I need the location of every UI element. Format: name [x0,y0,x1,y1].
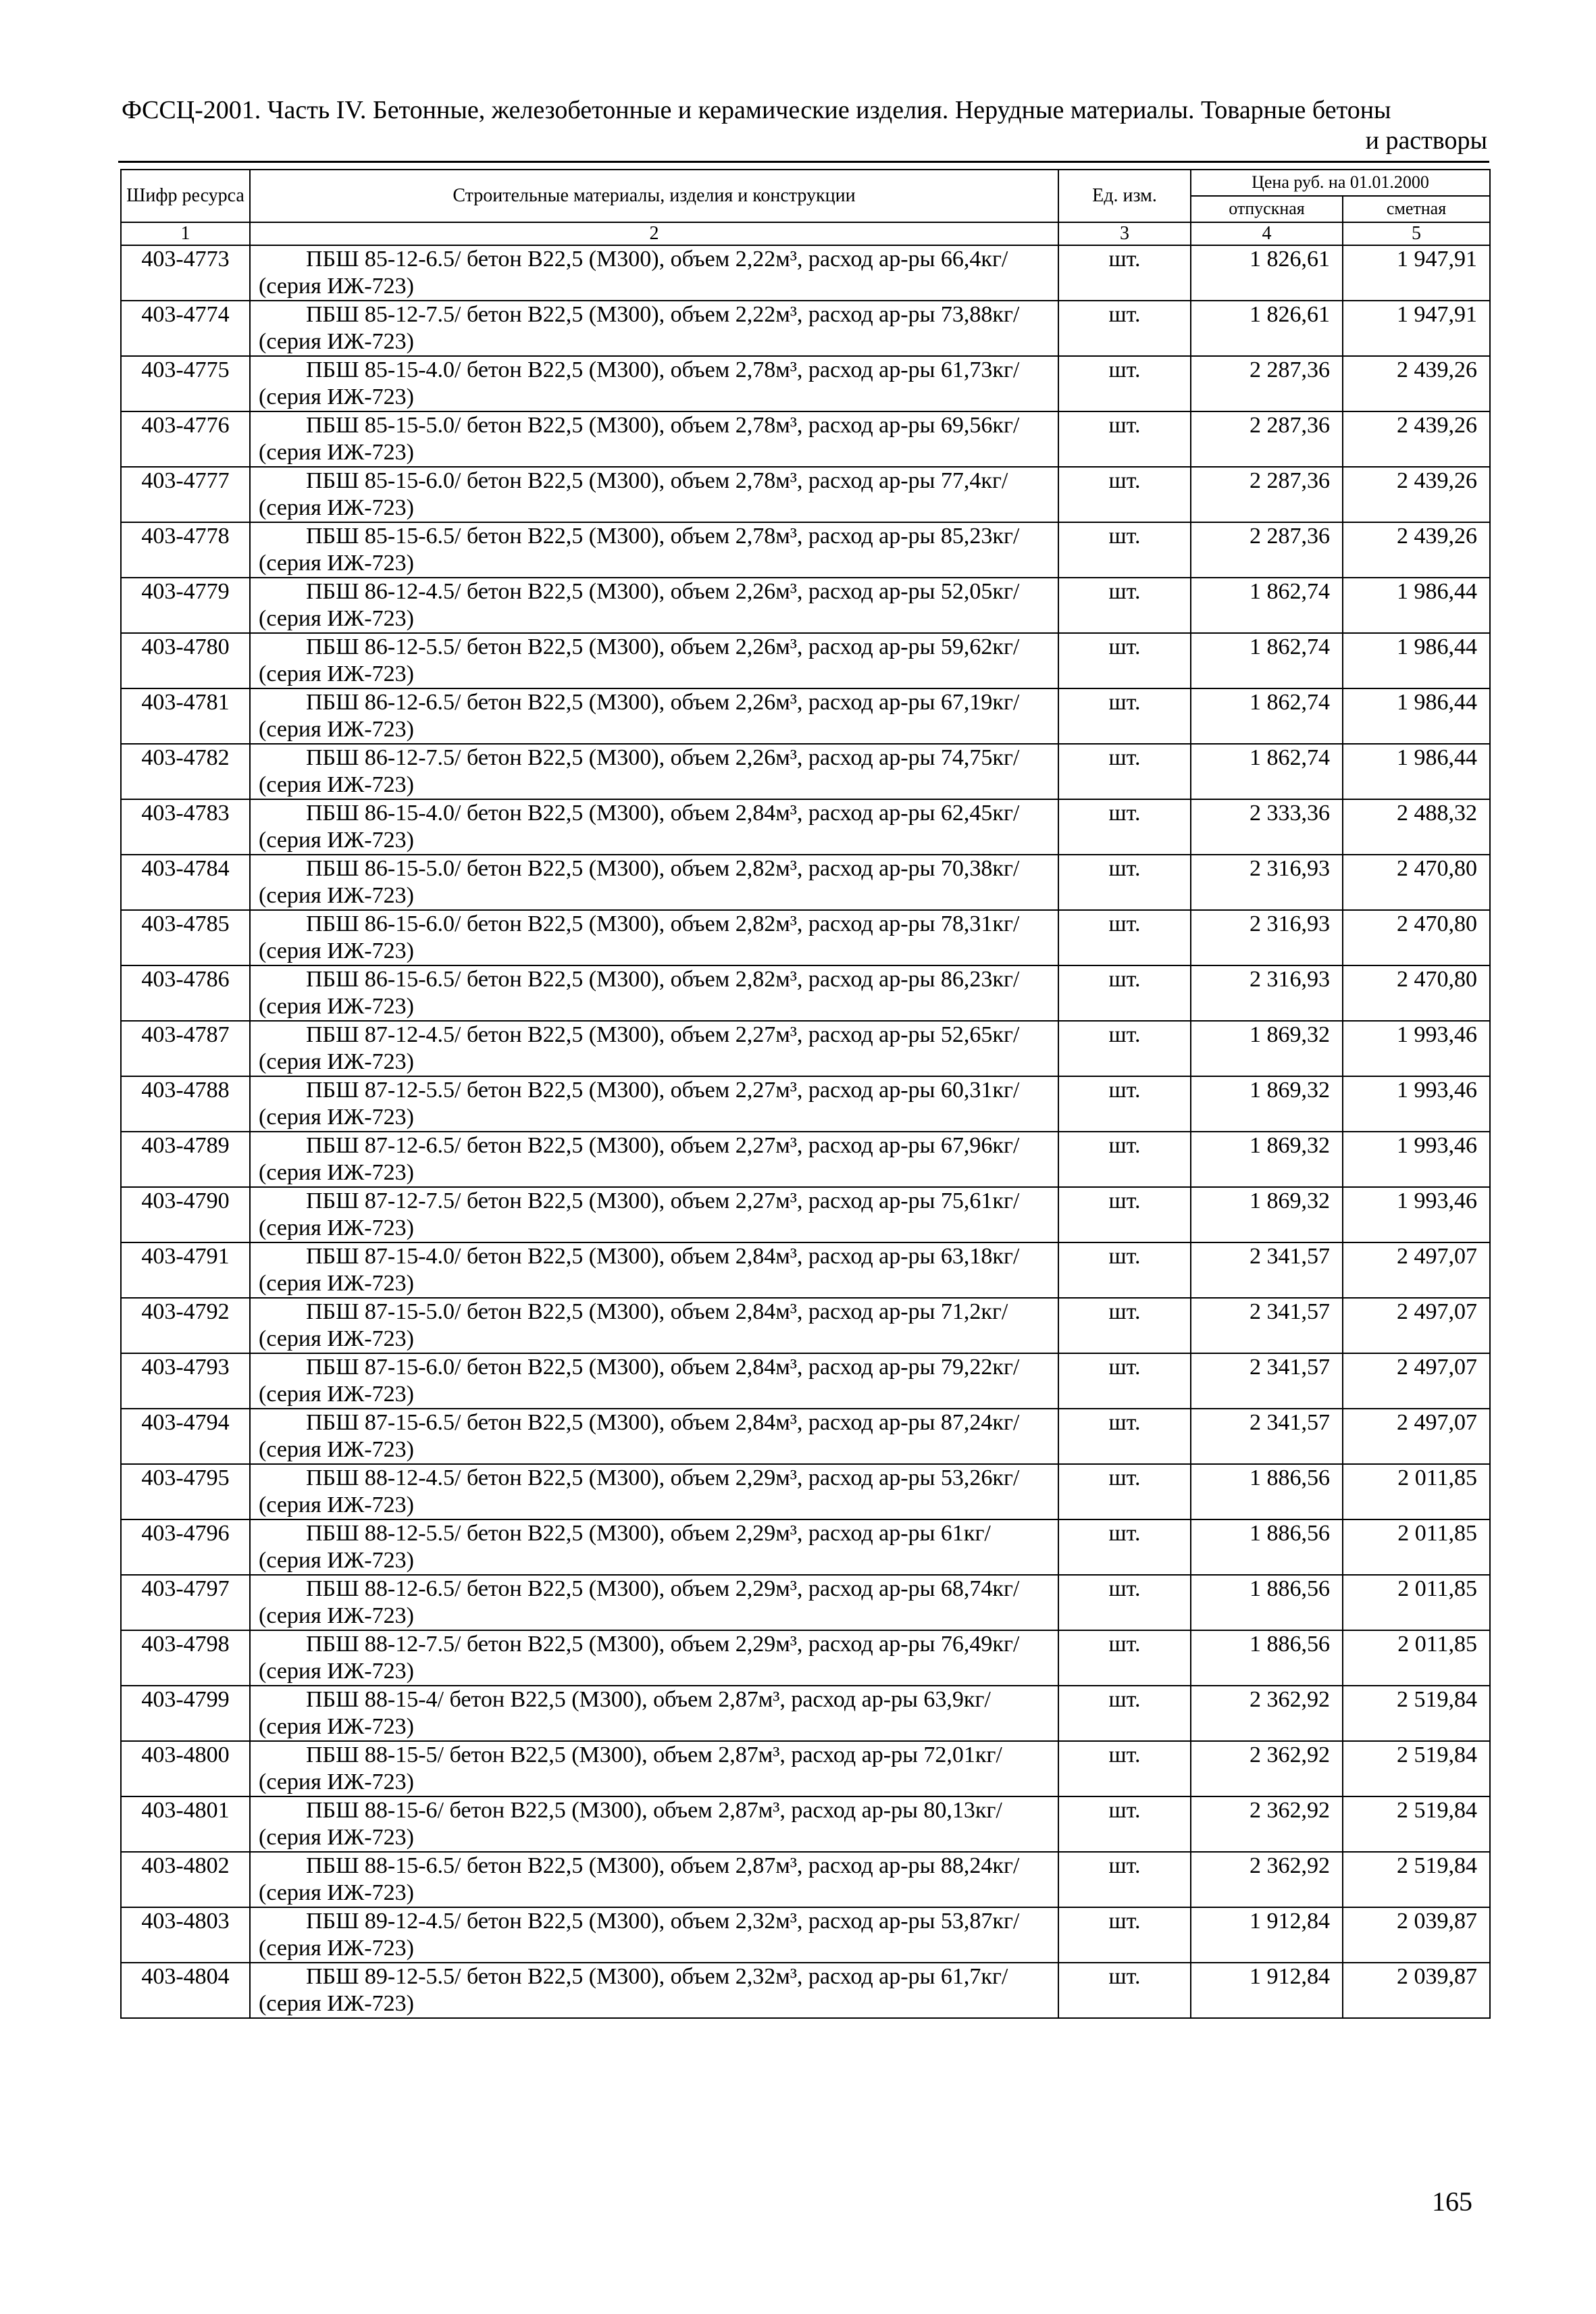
column-index: 1 [121,222,250,245]
estimate-price-cell: 1 986,44 [1343,578,1490,633]
table-row [121,1021,1490,1076]
release-price-cell: 2 341,57 [1191,1242,1343,1298]
resource-code-cell: 403-4803 [121,1907,250,1963]
resource-code-cell: 403-4775 [121,356,250,411]
release-price-cell: 2 316,93 [1191,855,1343,910]
material-name-cell: ПБШ 85-12-7.5/ бетон В22,5 (М300), объем 2,22м³, расход ар-ры 73,88кг/ (серия ИЖ-723) [250,301,1058,356]
resource-code-cell: 403-4786 [121,965,250,1021]
estimate-price-cell: 2 488,32 [1343,799,1490,855]
resource-code-cell: 403-4783 [121,799,250,855]
material-name-cell: ПБШ 88-15-6/ бетон В22,5 (М300), объем 2,87м³, расход ар-ры 80,13кг/ (серия ИЖ-723) [250,1796,1058,1852]
table-row [121,1242,1490,1298]
material-name-cell: ПБШ 88-12-7.5/ бетон В22,5 (М300), объем 2,29м³, расход ар-ры 76,49кг/ (серия ИЖ-723) [250,1630,1058,1686]
column-index-row [121,222,1490,245]
material-name-cell: ПБШ 86-15-4.0/ бетон В22,5 (М300), объем 2,84м³, расход ар-ры 62,45кг/ (серия ИЖ-723) [250,799,1058,855]
material-name-cell: ПБШ 85-15-6.5/ бетон В22,5 (М300), объем 2,78м³, расход ар-ры 85,23кг/ (серия ИЖ-723) [250,522,1058,578]
release-price-cell: 2 287,36 [1191,522,1343,578]
table-row [121,467,1490,522]
unit-cell: шт. [1058,1076,1191,1132]
resource-code-cell: 403-4793 [121,1353,250,1409]
release-price-cell: 2 362,92 [1191,1852,1343,1907]
release-price-cell: 1 862,74 [1191,744,1343,799]
estimate-price-cell: 1 986,44 [1343,688,1490,744]
unit-cell: шт. [1058,1630,1191,1686]
estimate-price-cell: 1 993,46 [1343,1021,1490,1076]
material-name-cell: ПБШ 88-15-4/ бетон В22,5 (М300), объем 2,87м³, расход ар-ры 63,9кг/ (серия ИЖ-723) [250,1686,1058,1741]
resource-code-cell: 403-4780 [121,633,250,688]
table-row [121,1741,1490,1796]
table-row [121,688,1490,744]
release-price-cell: 1 869,32 [1191,1021,1343,1076]
unit-cell: шт. [1058,522,1191,578]
unit-cell: шт. [1058,467,1191,522]
header-release: отпускная [1191,196,1343,222]
estimate-price-cell: 2 519,84 [1343,1741,1490,1796]
table-row [121,1298,1490,1353]
estimate-price-cell: 2 470,80 [1343,965,1490,1021]
material-name-cell: ПБШ 85-15-6.0/ бетон В22,5 (М300), объем 2,78м³, расход ар-ры 77,4кг/ (серия ИЖ-723) [250,467,1058,522]
release-price-cell: 1 826,61 [1191,245,1343,301]
resource-code-cell: 403-4788 [121,1076,250,1132]
resource-code-cell: 403-4802 [121,1852,250,1907]
release-price-cell: 1 826,61 [1191,301,1343,356]
resource-code-cell: 403-4776 [121,411,250,467]
table-row [121,411,1490,467]
page-number: 165 [1432,2186,1472,2217]
table-row [121,1686,1490,1741]
release-price-cell: 2 287,36 [1191,356,1343,411]
table-row [121,1353,1490,1409]
material-name-cell: ПБШ 86-12-5.5/ бетон В22,5 (М300), объем 2,26м³, расход ар-ры 59,62кг/ (серия ИЖ-723) [250,633,1058,688]
estimate-price-cell: 2 470,80 [1343,910,1490,965]
material-name-cell: ПБШ 86-15-5.0/ бетон В22,5 (М300), объем 2,82м³, расход ар-ры 70,38кг/ (серия ИЖ-723) [250,855,1058,910]
estimate-price-cell: 2 439,26 [1343,356,1490,411]
estimate-price-cell: 2 011,85 [1343,1464,1490,1519]
resource-code-cell: 403-4774 [121,301,250,356]
table-row [121,1464,1490,1519]
material-name-cell: ПБШ 88-15-5/ бетон В22,5 (М300), объем 2,87м³, расход ар-ры 72,01кг/ (серия ИЖ-723) [250,1741,1058,1796]
unit-cell: шт. [1058,1796,1191,1852]
material-name-cell: ПБШ 86-15-6.5/ бетон В22,5 (М300), объем 2,82м³, расход ар-ры 86,23кг/ (серия ИЖ-723) [250,965,1058,1021]
column-index: 4 [1191,222,1343,245]
table-row [121,1409,1490,1464]
release-price-cell: 2 287,36 [1191,467,1343,522]
table-row [121,744,1490,799]
unit-cell: шт. [1058,1021,1191,1076]
unit-cell: шт. [1058,1852,1191,1907]
unit-cell: шт. [1058,1187,1191,1242]
release-price-cell: 1 862,74 [1191,578,1343,633]
material-name-cell: ПБШ 86-15-6.0/ бетон В22,5 (М300), объем 2,82м³, расход ар-ры 78,31кг/ (серия ИЖ-723) [250,910,1058,965]
estimate-price-cell: 2 439,26 [1343,467,1490,522]
resource-code-cell: 403-4800 [121,1741,250,1796]
material-name-cell: ПБШ 87-15-4.0/ бетон В22,5 (М300), объем 2,84м³, расход ар-ры 63,18кг/ (серия ИЖ-723) [250,1242,1058,1298]
table-row [121,1132,1490,1187]
header-rule [118,161,1489,163]
table-row [121,633,1490,688]
release-price-cell: 1 886,56 [1191,1464,1343,1519]
unit-cell: шт. [1058,1242,1191,1298]
estimate-price-cell: 2 439,26 [1343,411,1490,467]
unit-cell: шт. [1058,245,1191,301]
release-price-cell: 1 869,32 [1191,1132,1343,1187]
resource-code-cell: 403-4777 [121,467,250,522]
release-price-cell: 2 341,57 [1191,1298,1343,1353]
estimate-price-cell: 2 497,07 [1343,1353,1490,1409]
estimate-price-cell: 2 039,87 [1343,1963,1490,2018]
resource-code-cell: 403-4778 [121,522,250,578]
release-price-cell: 2 362,92 [1191,1686,1343,1741]
table-row [121,910,1490,965]
material-name-cell: ПБШ 89-12-5.5/ бетон В22,5 (М300), объем 2,32м³, расход ар-ры 61,7кг/ (серия ИЖ-723) [250,1963,1058,2018]
release-price-cell: 2 316,93 [1191,910,1343,965]
estimate-price-cell: 2 519,84 [1343,1852,1490,1907]
resource-code-cell: 403-4798 [121,1630,250,1686]
header-price-group: Цена руб. на 01.01.2000 [1191,170,1490,196]
release-price-cell: 1 886,56 [1191,1575,1343,1630]
unit-cell: шт. [1058,965,1191,1021]
unit-cell: шт. [1058,1963,1191,2018]
release-price-cell: 2 316,93 [1191,965,1343,1021]
table-row [121,799,1490,855]
release-price-cell: 2 341,57 [1191,1353,1343,1409]
table-row [121,1630,1490,1686]
material-name-cell: ПБШ 85-12-6.5/ бетон В22,5 (М300), объем 2,22м³, расход ар-ры 66,4кг/ (серия ИЖ-723) [250,245,1058,301]
release-price-cell: 2 287,36 [1191,411,1343,467]
table-row [121,245,1490,301]
unit-cell: шт. [1058,356,1191,411]
unit-cell: шт. [1058,1353,1191,1409]
resource-code-cell: 403-4796 [121,1519,250,1575]
resource-code-cell: 403-4779 [121,578,250,633]
resource-code-cell: 403-4801 [121,1796,250,1852]
column-index: 5 [1343,222,1490,245]
header-title: ФССЦ-2001. Часть IV. Бетонные, железобетонные и керамические изделия. Нерудные материалы. Товарные бетоны [122,96,1391,124]
table-row [121,1852,1490,1907]
resource-code-cell: 403-4795 [121,1464,250,1519]
estimate-price-cell: 1 993,46 [1343,1132,1490,1187]
material-name-cell: ПБШ 87-12-6.5/ бетон В22,5 (М300), объем 2,27м³, расход ар-ры 67,96кг/ (серия ИЖ-723) [250,1132,1058,1187]
material-name-cell: ПБШ 87-15-6.5/ бетон В22,5 (М300), объем 2,84м³, расход ар-ры 87,24кг/ (серия ИЖ-723) [250,1409,1058,1464]
material-name-cell: ПБШ 89-12-4.5/ бетон В22,5 (М300), объем 2,32м³, расход ар-ры 53,87кг/ (серия ИЖ-723) [250,1907,1058,1963]
resource-code-cell: 403-4797 [121,1575,250,1630]
page-header [122,95,1487,155]
unit-cell: шт. [1058,688,1191,744]
unit-cell: шт. [1058,799,1191,855]
estimate-price-cell: 2 439,26 [1343,522,1490,578]
table-row [121,1076,1490,1132]
unit-cell: шт. [1058,910,1191,965]
material-name-cell: ПБШ 88-12-6.5/ бетон В22,5 (М300), объем 2,29м³, расход ар-ры 68,74кг/ (серия ИЖ-723) [250,1575,1058,1630]
release-price-cell: 2 362,92 [1191,1741,1343,1796]
unit-cell: шт. [1058,1741,1191,1796]
resource-code-cell: 403-4799 [121,1686,250,1741]
estimate-price-cell: 1 947,91 [1343,301,1490,356]
header-code: Шифр ресурса [121,170,250,222]
estimate-price-cell: 1 986,44 [1343,744,1490,799]
estimate-price-cell: 2 039,87 [1343,1907,1490,1963]
material-name-cell: ПБШ 86-12-4.5/ бетон В22,5 (М300), объем 2,26м³, расход ар-ры 52,05кг/ (серия ИЖ-723) [250,578,1058,633]
unit-cell: шт. [1058,744,1191,799]
material-name-cell: ПБШ 87-12-4.5/ бетон В22,5 (М300), объем 2,27м³, расход ар-ры 52,65кг/ (серия ИЖ-723) [250,1021,1058,1076]
resource-code-cell: 403-4773 [121,245,250,301]
release-price-cell: 1 886,56 [1191,1519,1343,1575]
table-row [121,1187,1490,1242]
table-row [121,301,1490,356]
unit-cell: шт. [1058,633,1191,688]
release-price-cell: 1 912,84 [1191,1963,1343,2018]
resource-code-cell: 403-4789 [121,1132,250,1187]
header-estimate: сметная [1343,196,1490,222]
table-row [121,1519,1490,1575]
unit-cell: шт. [1058,1409,1191,1464]
estimate-price-cell: 2 470,80 [1343,855,1490,910]
resource-code-cell: 403-4794 [121,1409,250,1464]
column-index: 2 [250,222,1058,245]
header-name: Строительные материалы, изделия и конструкции [250,170,1058,222]
estimate-price-cell: 2 011,85 [1343,1519,1490,1575]
resource-code-cell: 403-4781 [121,688,250,744]
release-price-cell: 2 333,36 [1191,799,1343,855]
resource-code-cell: 403-4790 [121,1187,250,1242]
unit-cell: шт. [1058,1519,1191,1575]
material-name-cell: ПБШ 86-12-7.5/ бетон В22,5 (М300), объем 2,26м³, расход ар-ры 74,75кг/ (серия ИЖ-723) [250,744,1058,799]
estimate-price-cell: 2 497,07 [1343,1242,1490,1298]
resource-code-cell: 403-4782 [121,744,250,799]
table-row [121,578,1490,633]
material-name-cell: ПБШ 86-12-6.5/ бетон В22,5 (М300), объем 2,26м³, расход ар-ры 67,19кг/ (серия ИЖ-723) [250,688,1058,744]
release-price-cell: 1 886,56 [1191,1630,1343,1686]
material-name-cell: ПБШ 87-12-5.5/ бетон В22,5 (М300), объем 2,27м³, расход ар-ры 60,31кг/ (серия ИЖ-723) [250,1076,1058,1132]
estimate-price-cell: 2 011,85 [1343,1630,1490,1686]
header-title-continuation: и растворы [1365,126,1487,155]
unit-cell: шт. [1058,1464,1191,1519]
estimate-price-cell: 2 519,84 [1343,1796,1490,1852]
estimate-price-cell: 1 947,91 [1343,245,1490,301]
estimate-price-cell: 2 497,07 [1343,1298,1490,1353]
price-table [120,169,1491,2019]
table-row [121,1907,1490,1963]
material-name-cell: ПБШ 87-15-6.0/ бетон В22,5 (М300), объем 2,84м³, расход ар-ры 79,22кг/ (серия ИЖ-723) [250,1353,1058,1409]
unit-cell: шт. [1058,1686,1191,1741]
estimate-price-cell: 1 993,46 [1343,1187,1490,1242]
header-row [121,170,1490,196]
resource-code-cell: 403-4784 [121,855,250,910]
material-name-cell: ПБШ 88-15-6.5/ бетон В22,5 (М300), объем 2,87м³, расход ар-ры 88,24кг/ (серия ИЖ-723) [250,1852,1058,1907]
estimate-price-cell: 1 986,44 [1343,633,1490,688]
estimate-price-cell: 2 519,84 [1343,1686,1490,1741]
column-index: 3 [1058,222,1191,245]
release-price-cell: 1 869,32 [1191,1187,1343,1242]
unit-cell: шт. [1058,578,1191,633]
table-row [121,965,1490,1021]
unit-cell: шт. [1058,1575,1191,1630]
material-name-cell: ПБШ 87-12-7.5/ бетон В22,5 (М300), объем 2,27м³, расход ар-ры 75,61кг/ (серия ИЖ-723) [250,1187,1058,1242]
estimate-price-cell: 2 497,07 [1343,1409,1490,1464]
release-price-cell: 2 362,92 [1191,1796,1343,1852]
release-price-cell: 1 862,74 [1191,688,1343,744]
unit-cell: шт. [1058,411,1191,467]
material-name-cell: ПБШ 88-12-4.5/ бетон В22,5 (М300), объем 2,29м³, расход ар-ры 53,26кг/ (серия ИЖ-723) [250,1464,1058,1519]
release-price-cell: 1 862,74 [1191,633,1343,688]
table-row [121,855,1490,910]
estimate-price-cell: 1 993,46 [1343,1076,1490,1132]
release-price-cell: 1 869,32 [1191,1076,1343,1132]
material-name-cell: ПБШ 87-15-5.0/ бетон В22,5 (М300), объем 2,84м³, расход ар-ры 71,2кг/ (серия ИЖ-723) [250,1298,1058,1353]
material-name-cell: ПБШ 85-15-4.0/ бетон В22,5 (М300), объем 2,78м³, расход ар-ры 61,73кг/ (серия ИЖ-723) [250,356,1058,411]
unit-cell: шт. [1058,1298,1191,1353]
resource-code-cell: 403-4785 [121,910,250,965]
header-unit: Ед. изм. [1058,170,1191,222]
release-price-cell: 2 341,57 [1191,1409,1343,1464]
unit-cell: шт. [1058,1132,1191,1187]
table-row [121,522,1490,578]
table-row [121,1963,1490,2018]
resource-code-cell: 403-4787 [121,1021,250,1076]
unit-cell: шт. [1058,855,1191,910]
material-name-cell: ПБШ 88-12-5.5/ бетон В22,5 (М300), объем 2,29м³, расход ар-ры 61кг/ (серия ИЖ-723) [250,1519,1058,1575]
unit-cell: шт. [1058,1907,1191,1963]
release-price-cell: 1 912,84 [1191,1907,1343,1963]
table-row [121,1575,1490,1630]
resource-code-cell: 403-4792 [121,1298,250,1353]
unit-cell: шт. [1058,301,1191,356]
resource-code-cell: 403-4791 [121,1242,250,1298]
table-row [121,1796,1490,1852]
material-name-cell: ПБШ 85-15-5.0/ бетон В22,5 (М300), объем 2,78м³, расход ар-ры 69,56кг/ (серия ИЖ-723) [250,411,1058,467]
estimate-price-cell: 2 011,85 [1343,1575,1490,1630]
resource-code-cell: 403-4804 [121,1963,250,2018]
table-row [121,356,1490,411]
